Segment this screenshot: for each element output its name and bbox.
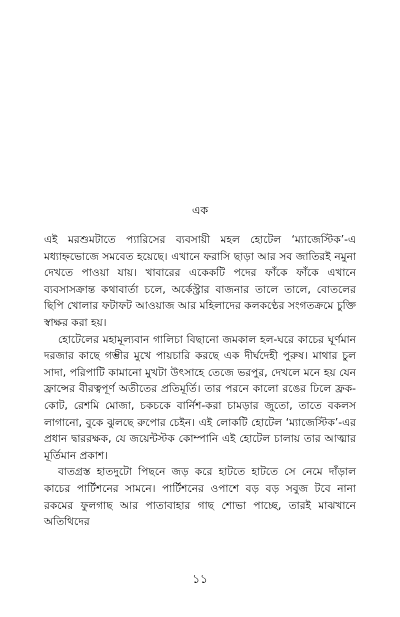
paragraph-3: বাতগ্রস্ত হাতদুটো পিছনে জড় করে হাটতে হাটতে সে নেমে দাঁড়াল কাচের পার্টিশনের সামনে। পার্টিশনের ওপাশে বড় বড় সবুজ টবে নানা রকমের ফুলগাছ আর পাতাবাহার গাছ শোভা পাচ্ছে, তারই মাঝখানে অতিথিদের <box>44 466 356 529</box>
page-number: ১১ <box>192 572 208 586</box>
paragraph-2: হোটেলের মহামূল্যবান গালিচা বিছানো জমকাল হল-ঘরে কাচের ঘূর্ণমান দরজার কাছে গম্ভীর মুখে পায়চারি করছে এক দীর্ঘদেহী পুরুষ। মাথার চুল সাদা, পরিপাটি কামানো মুখটা উৎসাহে তেজে ভরপুর, দেখলে মনে হয় যেন ফ্রান্সের বীরত্বপূর্ণ অতীতের প্রতিমূর্তি। তার পরনে কালো রঙের ঢিলে ফ্রক-কোট, রেশমি মোজা, চকচকে বার্নিশ-করা চামড়ার জুতো, তাতে বকলস লাগানো, বুকে ঝুলছে রুপোর চেইন। এই লোকটি হোটেল ‘ম্যাজেস্টিক’-এর প্রধান দ্বাররক্ষক, যে জয়েন্টস্টক কোম্পানি এই হোটেল চালায় তার আত্মার মূর্তিমান প্রকাশ। <box>44 333 356 462</box>
paragraph-1: এই মরশুমটাতে প্যারিসের ব্যবসায়ী মহল হোটেল ‘ম্যাজেস্টিক’-এ মধ্যাহ্নভোজে সমবেত হয়েছে। এখানে ফরাসি ছাড়া আর সব জাতিরই নমুনা দেখতে পাওয়া যায়। খাবারের একেকটি পদের ফাঁকে ফাঁকে এখানে ব্যবসাসক্রান্ত কথাবার্তা চলে, অর্কেস্ট্রার বাজনার তালে তালে, বোতলের ছিপি খোলার ফটাফট আওয়াজ আর মহিলাদের কলকণ্ঠের সংগতক্রমে চুক্তি স্বাক্ষর করা হয়। <box>44 234 356 329</box>
chapter-heading: এক <box>191 204 209 217</box>
body-text <box>44 232 356 531</box>
